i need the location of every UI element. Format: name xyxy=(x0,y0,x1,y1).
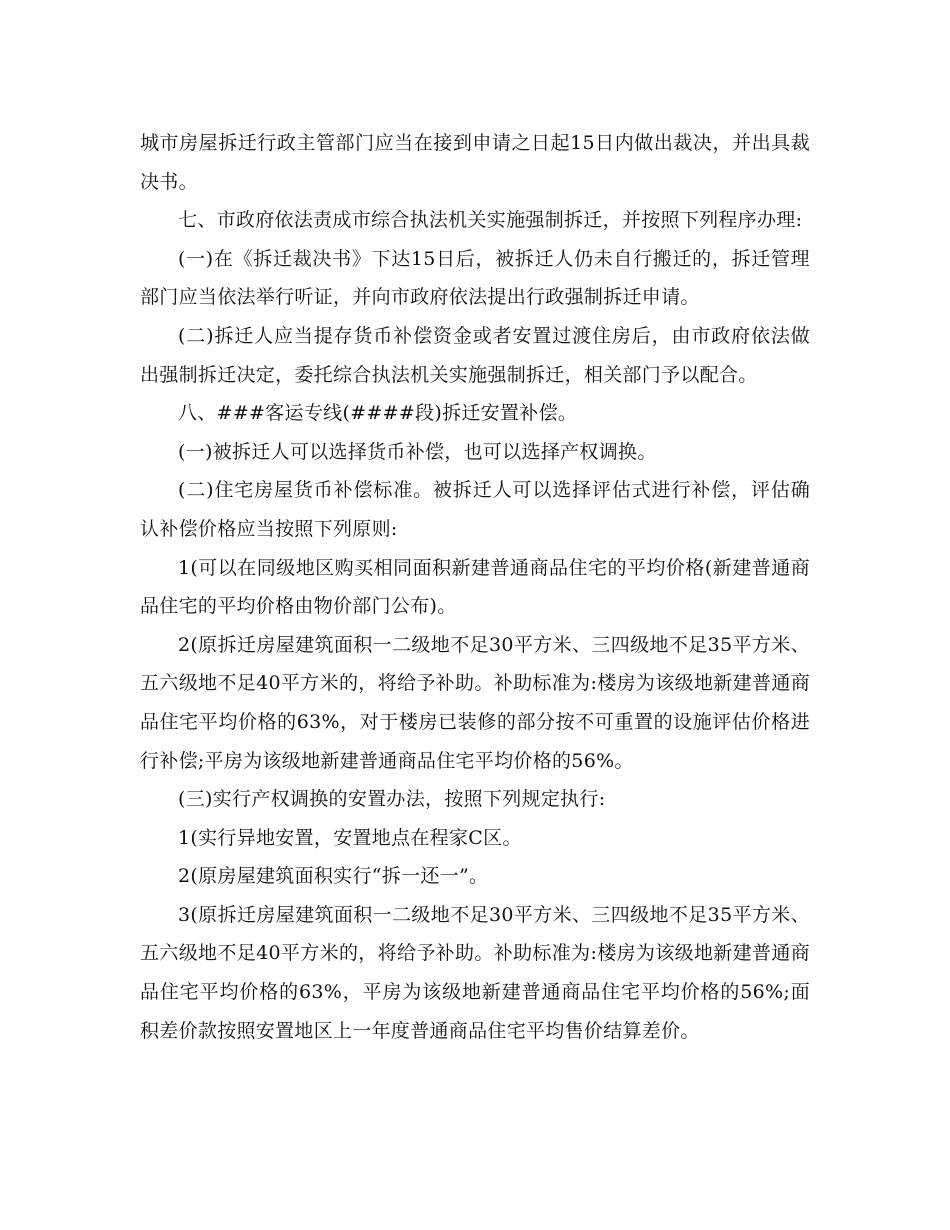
document-body xyxy=(140,124,810,1050)
paragraph: 3(原拆迁房屋建筑面积一二级地不足30平方米、三四级地不足35平方米、五六级地不足40平方米的，将给予补助。补助标准为:楼房为该级地新建普通商品住宅平均价格的63%，平房为该级地新建普通商品住宅平均价格的56%;面积差价款按照安置地区上一年度普通商品住宅平均售价结算差价。 xyxy=(140,903,810,1042)
paragraph: 2(原房屋建筑面积实行“拆一还一”。 xyxy=(178,865,489,888)
paragraph: 七、市政府依法责成市综合执法机关实施强制拆迁，并按照下列程序办理: xyxy=(178,209,803,232)
paragraph: 八、###客运专线(####段)拆迁安置补偿。 xyxy=(178,402,578,425)
paragraph: 2(原拆迁房屋建筑面积一二级地不足30平方米、三四级地不足35平方米、五六级地不足40平方米的，将给予补助。补助标准为:楼房为该级地新建普通商品住宅平均价格的63%，对于楼房已装修的部分按不可重置的设施评估价格进行补偿;平房为该级地新建普通商品住宅平均价格的56%。 xyxy=(140,633,810,772)
paragraph: 城市房屋拆迁行政主管部门应当在接到申请之日起15日内做出裁决，并出具裁决书。 xyxy=(140,132,810,193)
paragraph: (三)实行产权调换的安置办法，按照下列规定执行: xyxy=(178,788,606,811)
paragraph: (二)住宅房屋货币补偿标准。被拆迁人可以选择评估式进行补偿，评估确认补偿价格应当按照下列原则: xyxy=(140,479,810,540)
paragraph: 1(可以在同级地区购买相同面积新建普通商品住宅的平均价格(新建普通商品住宅的平均价格由物价部门公布)。 xyxy=(140,556,810,618)
paragraph: 1(实行异地安置，安置地点在程家C区。 xyxy=(178,826,522,849)
paragraph: (二)拆迁人应当提存货币补偿资金或者安置过渡住房后，由市政府依法做出强制拆迁决定，委托综合执法机关实施强制拆迁，相关部门予以配合。 xyxy=(140,324,810,386)
paragraph: (一)在《拆迁裁决书》下达15日后，被拆迁人仍未自行搬迁的，拆迁管理部门应当依法举行听证，并向市政府依法提出行政强制拆迁申请。 xyxy=(140,247,810,309)
paragraph: (一)被拆迁人可以选择货币补偿，也可以选择产权调换。 xyxy=(178,440,657,463)
